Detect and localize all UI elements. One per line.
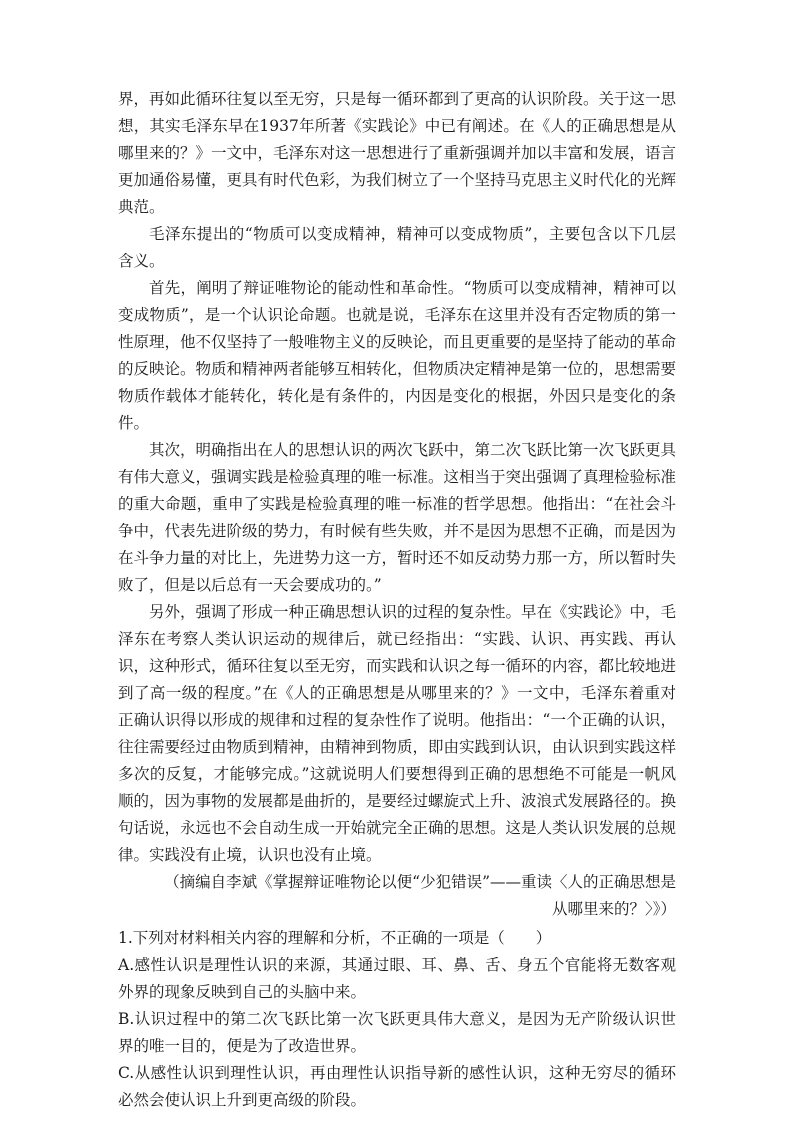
paragraph-third-point: 另外，强调了形成一种正确思想认识的过程的复杂性。早在《实践论》中，毛泽东在考察人类认识运动的规律后，就已经指出：“实践、认识、再实践、再认识，这种形式，循环往复以至无穷，而实践和认识之每一循环的内容，都比较地进到了高一级的程度。”在《人的正确思想是从哪里来的？》一文中，毛泽东着重对正确认识得以形成的规律和过程的复杂性作了说明。他指出：“一个正确的认识，往往需要经过由物质到精神，由精神到物质，即由实践到认识，由认识到实践这样多次的反复，才能够完成。”这就说明人们要想得到正确的思想绝不可能是一帆风顺的，因为事物的发展都是曲折的，是要经过螺旋式上升、波浪式发展路径的。换句话说，永远也不会自动生成一开始就完全正确的思想。这是人类认识发展的总规律。实践没有止境，认识也没有止境。 — [118, 603, 677, 864]
document-page — [118, 86, 676, 1114]
question-stem: 1.下列对材料相关内容的理解和分析，不正确的一项是（ ） — [118, 929, 552, 947]
option-b[interactable]: B.认识过程中的第二次飞跃比第一次飞跃更具伟大意义，是因为无产阶级认识世界的唯一目的，便是为了改造世界。 — [118, 1010, 676, 1055]
paragraph-continuation: 界，再如此循环往复以至无穷，只是每一循环都到了更高的认识阶段。关于这一思想，其实毛泽东早在1937年所著《实践论》中已有阐述。在《人的正确思想是从哪里来的？》一文中，毛泽东对这一思想进行了重新强调并加以丰富和发展，语言更加通俗易懂，更具有时代色彩，为我们树立了一个坚持马克思主义时代化的光辉典范。 — [118, 90, 677, 216]
option-a[interactable]: A.感性认识是理性认识的来源，其通过眼、耳、鼻、舌、身五个官能将无数客观外界的现象反映到自己的头脑中来。 — [118, 956, 676, 1001]
paragraph-second-point: 其次，明确指出在人的思想认识的两次飞跃中，第二次飞跃比第一次飞跃更具有伟大意义，强调实践是检验真理的唯一标准。这相当于突出强调了真理检验标准的重大命题，重申了实践是检验真理的唯一标准的哲学思想。他指出：“在社会斗争中，代表先进阶级的势力，有时候有些失败，并不是因为思想不正确，而是因为在斗争力量的对比上，先进势力这一方，暂时还不如反动势力那一方，所以暂时失败了，但是以后总有一天会要成功的。” — [118, 441, 677, 594]
option-c[interactable]: C.从感性认识到理性认识，再由理性认识指导新的感性认识，这种无穷尽的循环必然会使认识上升到更高级的阶段。 — [118, 1064, 676, 1109]
question-block — [118, 925, 676, 1114]
paragraph-intro: 毛泽东提出的“物质可以变成精神，精神可以变成物质”，主要包含以下几层含义。 — [118, 225, 676, 270]
source-citation: （摘编自李斌《掌握辩证唯物论以便“少犯错误”——重读〈人的正确思想是从哪里来的？〉》） — [164, 873, 676, 918]
paragraph-first-point: 首先，阐明了辩证唯物论的能动性和革命性。“物质可以变成精神，精神可以变成物质”，是一个认识论命题。也就是说，毛泽东在这里并没有否定物质的第一性原理，他不仅坚持了一般唯物主义的反映论，而且更重要的是坚持了能动的革命的反映论。物质和精神两者能够互相转化，但物质决定精神是第一位的，思想需要物质作载体才能转化，转化是有条件的，内因是变化的根据，外因只是变化的条件。 — [118, 279, 677, 432]
